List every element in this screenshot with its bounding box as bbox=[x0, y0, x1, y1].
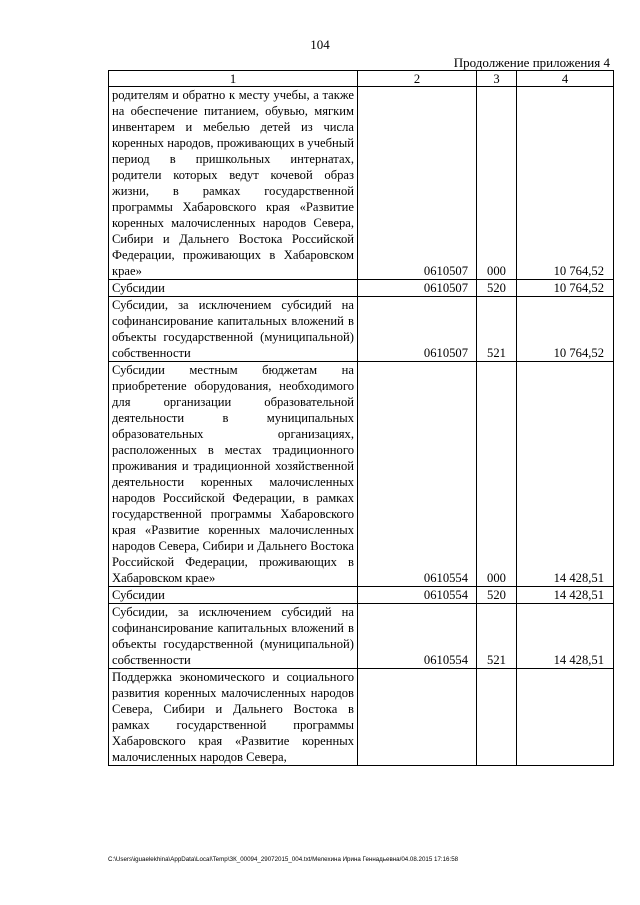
row-description: Поддержка экономического и социального развития коренных малочисленных народов Севера, Сибири и Дальнего Востока в рамках государственной программы Хабаровского края «Развитие коренных малочисленных народов Севера, bbox=[109, 669, 358, 766]
row-code: 0610507 bbox=[358, 280, 477, 297]
row-code: 0610507 bbox=[358, 87, 477, 280]
row-type: 000 bbox=[477, 87, 517, 280]
row-code bbox=[358, 669, 477, 766]
row-type: 521 bbox=[477, 297, 517, 362]
row-type: 000 bbox=[477, 362, 517, 587]
row-code: 0610507 bbox=[358, 297, 477, 362]
row-type: 520 bbox=[477, 280, 517, 297]
header-cell-1: 1 bbox=[109, 71, 358, 87]
table-row bbox=[109, 280, 614, 297]
row-type: 520 bbox=[477, 587, 517, 604]
row-type bbox=[477, 669, 517, 766]
page-number: 104 bbox=[310, 37, 330, 52]
header-cell-2: 2 bbox=[358, 71, 477, 87]
footer-file-path: C:\Users\iguaelekhina\AppData\Local\Temp\ЗК_00094_29072015_004.txt/Мелехина Ирина Геннадьевна/04.08.2015 17:16:58 bbox=[108, 856, 459, 863]
row-code: 0610554 bbox=[358, 604, 477, 669]
table-row bbox=[109, 297, 614, 362]
header-cell-3: 3 bbox=[477, 71, 517, 87]
header-cell-4: 4 bbox=[517, 71, 614, 87]
row-amount: 10 764,52 bbox=[517, 297, 614, 362]
row-description: Субсидии bbox=[109, 280, 358, 297]
table-row bbox=[109, 362, 614, 587]
table-row bbox=[109, 604, 614, 669]
row-amount: 10 764,52 bbox=[517, 87, 614, 280]
row-type: 521 bbox=[477, 604, 517, 669]
table-header-row bbox=[109, 71, 614, 87]
row-code: 0610554 bbox=[358, 587, 477, 604]
table-row bbox=[109, 669, 614, 766]
row-description: родителям и обратно к месту учебы, а также на обеспечение питанием, обувью, мягким инвентарем и мебелью детей из числа коренных народов, проживающих в учебный период в пришкольных интернатах, родители которых ведут кочевой образ жизни, в рамках государственной программы Хабаровского края «Развитие коренных малочисленных народов Севера, Сибири и Дальнего Востока Российской Федерации, проживающих в Хабаровском крае» bbox=[109, 87, 358, 280]
row-amount: 14 428,51 bbox=[517, 604, 614, 669]
row-description: Субсидии, за исключением субсидий на софинансирование капитальных вложений в объекты государственной (муниципальной) собственности bbox=[109, 604, 358, 669]
row-amount: 14 428,51 bbox=[517, 362, 614, 587]
row-description: Субсидии, за исключением субсидий на софинансирование капитальных вложений в объекты государственной (муниципальной) собственности bbox=[109, 297, 358, 362]
row-code: 0610554 bbox=[358, 362, 477, 587]
continuation-label: Продолжение приложения 4 bbox=[453, 55, 610, 70]
budget-table bbox=[108, 70, 614, 766]
row-amount: 10 764,52 bbox=[517, 280, 614, 297]
row-description: Субсидии bbox=[109, 587, 358, 604]
table-row bbox=[109, 587, 614, 604]
table-row bbox=[109, 87, 614, 280]
row-amount: 14 428,51 bbox=[517, 587, 614, 604]
row-description: Субсидии местным бюджетам на приобретение оборудования, необходимого для организации образовательной деятельности в муниципальных образовательных организациях, расположенных в местах традиционного проживания и традиционной хозяйственной деятельности коренных малочисленных народов Российской Федерации, в рамках государственной программы Хабаровского края «Развитие коренных малочисленных народов Севера, Сибири и Дальнего Востока Российской Федерации, проживающих в Хабаровском крае» bbox=[109, 362, 358, 587]
row-amount bbox=[517, 669, 614, 766]
